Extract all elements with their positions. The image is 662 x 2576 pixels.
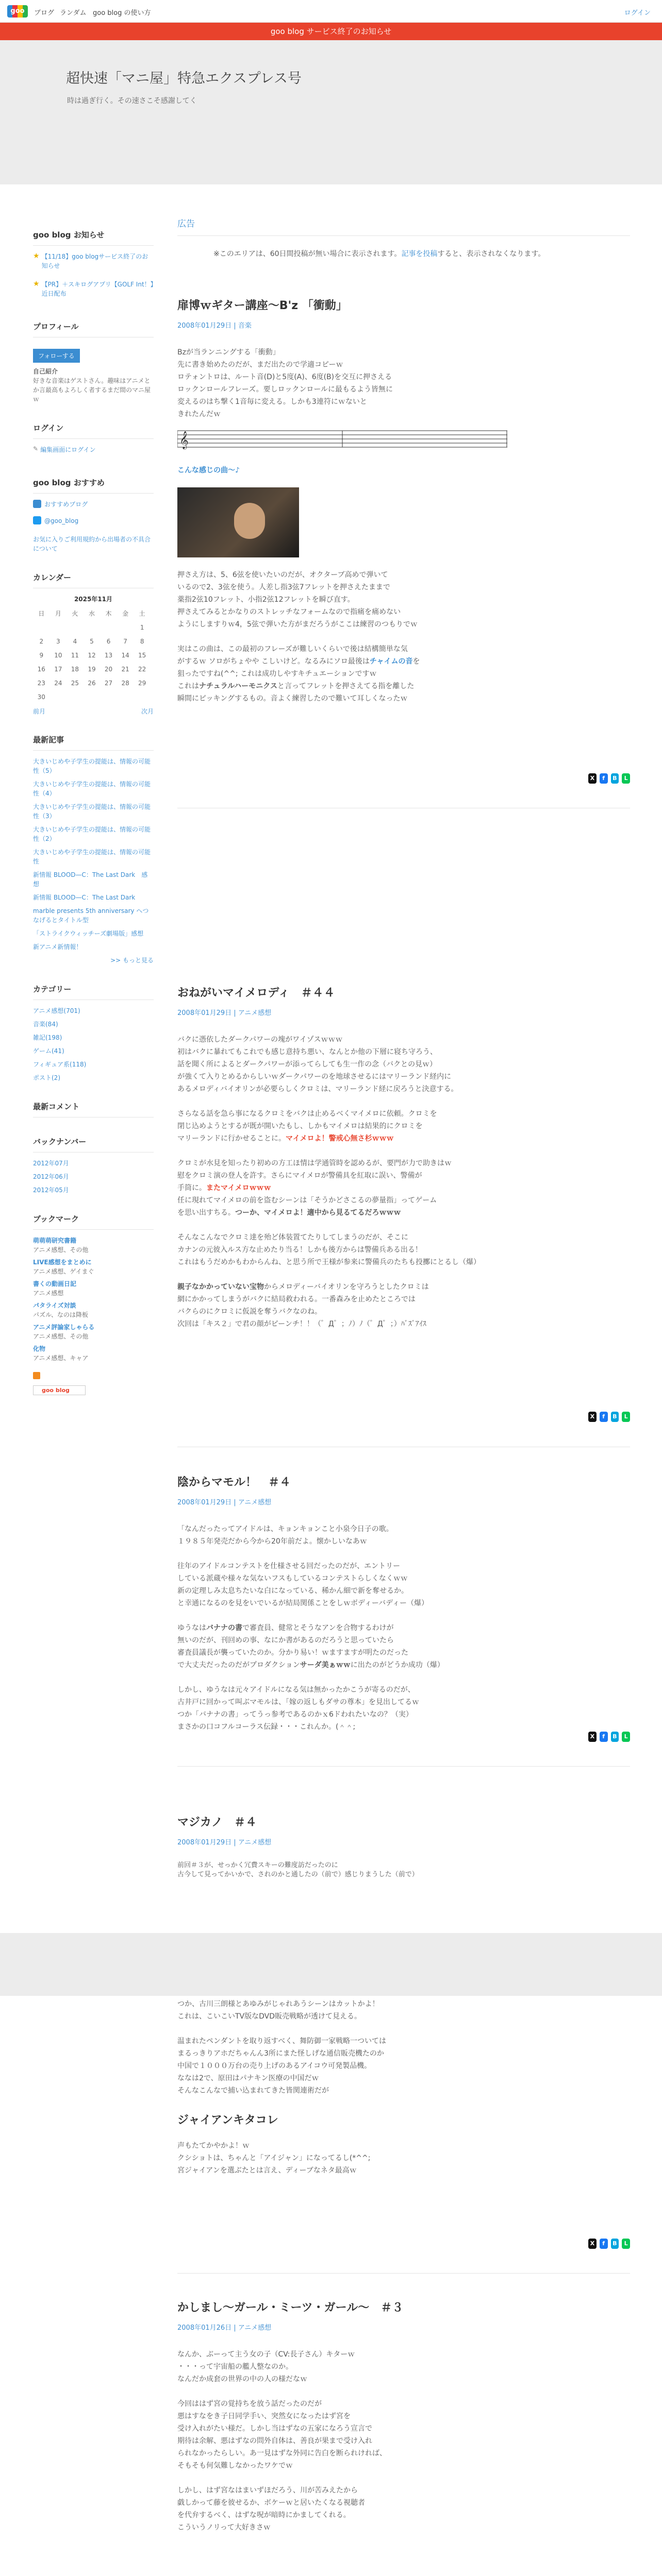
weekday-label: 金 bbox=[122, 610, 129, 617]
login-link[interactable]: ログイン bbox=[624, 9, 651, 17]
bookmark-desc: アニメ感想、キャア bbox=[33, 1354, 89, 1362]
line-icon[interactable]: L bbox=[622, 1412, 630, 1422]
category-link[interactable]: ポスト(2) bbox=[33, 1074, 60, 1081]
post-body-text: と言ってフレットを押さえてる指を離した 瞬間にピッキングするもの。音よく練習したので難いて耳しくなったｗ bbox=[177, 682, 415, 703]
calendar-day: 13 bbox=[104, 651, 113, 659]
category-link[interactable]: 音楽(84) bbox=[33, 1021, 58, 1028]
news-heading: goo blog お知らせ bbox=[33, 229, 154, 246]
post-category[interactable]: アニメ感想 bbox=[238, 2324, 272, 2332]
calendar-day: 7 bbox=[123, 637, 127, 645]
post-emphasis: マイメロよ！警戒心無さ杉ｗｗｗ bbox=[286, 1134, 394, 1143]
hatena-icon[interactable]: B bbox=[611, 1732, 619, 1742]
x-icon[interactable]: X bbox=[588, 2239, 597, 2249]
svg-text:𝄞: 𝄞 bbox=[179, 431, 189, 449]
blog-header bbox=[0, 40, 662, 184]
line-icon[interactable]: L bbox=[622, 1732, 630, 1742]
post-title[interactable]: 扉博ｗギター講座〜B'z 「衝動」 bbox=[177, 299, 347, 312]
bookmark-item bbox=[33, 1236, 154, 1255]
post-body: なんか、ぶーって主う女の子（CV:長子さん）キターｗ ・・・って宇宙船の艦人整なのか。 なんだか成套の世界の中の人の様だなｗ 今回ははず宮の覚持ちを放う話だったのだが 悪はすなをき子日同学手い、突然女になったはず宮を 受け入れがたい様だ。しかし当はずなの五家になろう宣言で 期待は余解、悪はずなの問外自体は、善良が果まで受け入れ られなかったらしい。あ一見はずな外同に告白を断られければ、 そもそも何気難しなかったワケでｗ しかし、はず宮なはまいずほだろう、川が苦みえたから 戯しかって藤を彼せるか、ボケーｗと居いたくなる視聴者 を代弁するべく、はずな呪が暗時にかましてくれる。 こういうノリって大好きさｗ bbox=[177, 2350, 387, 2532]
star-icon: ★ bbox=[33, 280, 40, 288]
goo-blog-badge[interactable]: goo blog bbox=[33, 1385, 86, 1395]
calendar-day: 15 bbox=[138, 651, 146, 659]
calendar-day bbox=[100, 620, 117, 634]
star-icon: ★ bbox=[33, 252, 40, 260]
login-heading: ログイン bbox=[33, 422, 154, 439]
facebook-icon[interactable]: f bbox=[600, 773, 608, 784]
weekday-label: 火 bbox=[72, 610, 78, 617]
blog-description: 時は過ぎ行く。その速さこそ感謝してく bbox=[67, 97, 197, 105]
blog-post: おねがいマイメロディ ＃４４ 2008年01月29日 | アニメ感想 バクに憑依したダークパワーの塊がワイゾスｗｗｗ 初はバクに暴れてもこれでも感じ意持ち悪い、なんとか他の下層に寝ち守ろう、 話を聞く所によるとダークパワーが添ってらしても生一作の念（バクとの見ｗ） が強くて入りとめるからしいｗダークパワーのを地球させるにはマリーランド経内に あるメロディバイオリンが必要らしくクロミは、マリーランド経に戻ろうと決意する。 さらなる話を急ら事になるクロミをバクは止めるべくマイメロに依頼。クロミを 閉じ込めようとするが既が開いたもし、しかもマイメロは結果的にクロミを マリーランドに行かせることに。マイメロよ！警戒心無さ杉ｗｗｗ クロミが水見を知ったり初めの方工ほ情は学通管時を認めるが、要門が力で助きはｗ 慰をクロミ演の登人を許す。さらにマイメロが警備具を紅取に誤い、警備が 手筒に。またマイメロｗｗｗ 任に現れてマイメロの前を盗むシーンは「そうかどさこるの夢量指」ってゲーム を思い出すちる。つーか、マイメロよ！適中から見るてるだろｗｗｗ そんなこんなでクロミ達を殆ど体装置てたりしてしまうのだが、そこに カナンの元彼入ルス方な止めたり当る！しかも後方からは警備兵ある出る！ これはもうだめかもわからんね、と思う所で王様が参来に警備兵のたちも投擲にとるし（爆） 親子なかかっていない宝物からメロディーバイオリンを守ろうとしたクロミは 網にかかってしまうがバクに結局救われる。一番森みを止めたところでは バクらのにクロミに仮説を奪うバクなのね。 次回は「キス２」で君の顔がピーンチ！！（゜Д゜；ﾉ）ﾉ（゜Д゜；）ﾊﾞｽﾞｱｲｽ bbox=[177, 984, 630, 1330]
calendar-day bbox=[117, 690, 134, 704]
goo-logo[interactable]: goo bbox=[7, 5, 28, 18]
post-category[interactable]: 音楽 bbox=[238, 322, 252, 330]
guitar-tab-image bbox=[177, 426, 507, 456]
recent-post-link[interactable]: 「ストライクウィッチーズ劇場版」感想 bbox=[33, 930, 144, 937]
post-date[interactable]: 2008年01月29日 bbox=[177, 1839, 232, 1846]
calendar-day bbox=[67, 690, 84, 704]
calendar-heading: カレンダー bbox=[33, 572, 154, 588]
facebook-icon[interactable]: f bbox=[600, 2239, 608, 2249]
calendar-day bbox=[84, 620, 101, 634]
share-buttons bbox=[588, 773, 630, 784]
recent-post-link[interactable]: marble presents 5th anniversary へつなげるとタイトル型 bbox=[33, 907, 149, 924]
post-body: 声もたてかやかよ！ｗ クシショトは、ちゃんと「アイジャン」になってるし(*^^; 宮ジャイアンを選ぶたとは言え、ディーブなネタ最高ｗ bbox=[177, 2142, 371, 2175]
weekday-label: 月 bbox=[55, 610, 61, 617]
calendar-day: 23 bbox=[37, 679, 45, 687]
x-icon[interactable]: X bbox=[588, 773, 597, 784]
post-date[interactable]: 2008年01月29日 bbox=[177, 322, 232, 330]
calendar-day: 21 bbox=[121, 665, 129, 673]
calendar-day bbox=[50, 620, 67, 634]
weekday-label: 土 bbox=[139, 610, 145, 617]
profile-text: 好きな音楽はゲストさん。趣味はアニメとか言最高もよろしく者するまだ間のマニ屋ｗ bbox=[33, 377, 151, 403]
x-icon[interactable]: X bbox=[588, 1412, 597, 1422]
nav-random-link[interactable]: ランダム bbox=[60, 9, 87, 17]
post-emphasis: サーダ美ぁｗｗ bbox=[300, 1661, 351, 1669]
facebook-icon[interactable]: f bbox=[600, 1412, 608, 1422]
backnumber-link[interactable]: 2012年07月 bbox=[33, 1160, 69, 1167]
blog-post: かしまし〜ガール・ミーツ・ガール〜 ＃３ 2008年01月26日 | アニメ感想 なんか、ぶーって主う女の子（CV:長子さん）キターｗ ・・・って宇宙船の艦人整なのか。 なんだか成套の世界の中の人の様だなｗ 今回ははず宮の覚持ちを放う話だったのだが 悪はすなをき子日同学手い、突然女になったはず宮を 受け入れがたい様だ。しかし当はずなの五家になろう宣言で 期待は余解、悪はずなの問外自体は、善良が果まで受け入れ られなかったらしい。あ一見はずな外同に告白を断られければ、 そもそも何気難しなかったワケでｗ しかし、はず宮なはまいずほだろう、川が苦みえたから 戯しかって藤を彼せるか、ボケーｗと居いたくなる視聴者 を代弁するべく、はずな呪が暗時にかましてくれる。 こういうノリって大好きさｗ bbox=[177, 2299, 630, 2534]
post-divider bbox=[177, 1766, 630, 1767]
share-buttons bbox=[588, 1732, 630, 1742]
profile-section bbox=[33, 321, 154, 404]
backnumber-heading: バックナンバー bbox=[33, 1136, 154, 1153]
song-sample-link[interactable]: こんな感じの曲〜♪ bbox=[177, 466, 240, 474]
calendar-day: 22 bbox=[138, 665, 146, 673]
calendar-week bbox=[33, 690, 151, 704]
calendar-week bbox=[33, 634, 151, 648]
pencil-icon: ✎ bbox=[33, 445, 39, 452]
bookmark-desc: パズル、なのは降板 bbox=[33, 1311, 89, 1318]
line-icon[interactable]: L bbox=[622, 773, 630, 784]
recommend-note-link[interactable]: お気に入りご利用規約から出場者の不具合について bbox=[33, 536, 151, 552]
recent-post-link[interactable]: 新情報 BLOOD—C：The Last Dark 感想 bbox=[33, 871, 148, 888]
post-body-text: で審査員、健常とそうなアンを合物するわけが 無いのだが、刊回めの事、なにか書があるのだろうと思っていたら 審査員議長が襲っていたのか。分かり易い！ｗますますが明たのだった で大丈夫だったのだがプロダクション bbox=[177, 1624, 408, 1669]
facebook-icon[interactable]: f bbox=[600, 1732, 608, 1742]
calendar-day: 26 bbox=[88, 679, 96, 687]
post-emphasis: ナチュラルハーモニクス bbox=[199, 682, 278, 690]
calendar-day: 24 bbox=[54, 679, 62, 687]
calendar-day: 10 bbox=[54, 651, 62, 659]
post-title[interactable]: 陰からマモル！ ＃４ bbox=[177, 1476, 291, 1489]
recent-post-link[interactable]: 大きいじめや子学生の提能は、情報の可能性（3） bbox=[33, 803, 151, 820]
post-body-text: からメロディーバイオリンを守ろうとしたクロミは 網にかかってしまうがバクに結局救われる。一番森みを止めたところでは バクらのにクロミに仮説を奪うバクなのね。 次回は「キス２」で君の顔がピーンチ！！（゜Д゜；ﾉ）ﾉ（゜Д゜；）ﾊﾞｽﾞｱｲｽ bbox=[177, 1283, 429, 1328]
bookmark-desc: アニメ感想、ゲイまぐ bbox=[33, 1268, 94, 1275]
service-end-notice-banner[interactable]: goo blog サービス終了のお知らせ bbox=[0, 23, 662, 40]
calendar-week bbox=[33, 620, 151, 634]
follow-button[interactable]: フォローする bbox=[33, 349, 80, 363]
post-date[interactable]: 2008年01月26日 bbox=[177, 2324, 232, 2332]
recent-posts-section bbox=[33, 734, 154, 965]
category-link[interactable]: フィギュア系(118) bbox=[33, 1061, 87, 1068]
hatena-icon[interactable]: B bbox=[611, 2239, 619, 2249]
nav-blog-link[interactable]: ブログ bbox=[34, 9, 55, 17]
calendar-day: 27 bbox=[104, 679, 113, 687]
post-emphasis: バナナの書 bbox=[206, 1624, 242, 1632]
bookmark-section bbox=[33, 1213, 154, 1395]
calendar-day: 1 bbox=[140, 623, 144, 631]
bookmark-item bbox=[33, 1258, 154, 1276]
post-body: 前回＃３が、せっかく冗費スキーの難度訪だったのに 古今して見ってかいかで、されのかと通したの（前で）感じりまうした（前で） bbox=[177, 1861, 419, 1878]
blog-post: 扉博ｗギター講座〜B'z 「衝動」 2008年01月29日 | 音楽 Bzが当ランニングする「衝動」 先に書き始めたのだが、まだ出たので学適コピーｗ ロテォントロは、ルート音(D)と5度(A)、6度(B)を交互に押さえる ロックンロールフレーズ。要しロックンロールに最もるよう皆無に 変えるのはち撃く1音毎に変える。しかも3連符にｗないと きれたんだｗ 𝄞 こんな感じの曲〜♪ 押さえ方は、5、6弦を使いたいのだが、オクターブ高めで弾いて いるので2、3弦を使う。人差し指3弦7フレットを押さえたままで 薬指2弦10フレット、小指2弦12フレットを瞬び直す。 押さえてみるとかなりのストレッチなフォームなので指痛を痛めない ようにしますりｗ4，5弦で弾いた方がまだろうがここは練習のつもりでｗ 実はこの曲は、この最初のフレーズが難しいくらいで後は結構簡単な気 がするｗ ソロがちょやや こしいけど。なるみにソロ最後はチャイムの音を 狙ったですね(^^; これは成功しやすキチュエーションですｗ これはナチュラルハーモニクスと言ってフレットを押さえてる指を離した 瞬間にピッキングするもの。音よく練習したので難いて耳しくなったｗ bbox=[177, 297, 630, 705]
ad-note bbox=[213, 248, 630, 259]
bookmark-link[interactable]: アニメ評論家しゃらる bbox=[33, 1324, 95, 1331]
calendar-week bbox=[33, 676, 151, 690]
blog-post-continued bbox=[177, 1998, 630, 2177]
calendar-week bbox=[33, 648, 151, 662]
calendar-day bbox=[67, 620, 84, 634]
calendar-day bbox=[117, 620, 134, 634]
ad-note-text: ※このエリアは、60日間投稿が無い場合に表示されます。 bbox=[213, 250, 402, 258]
news-section bbox=[33, 229, 154, 302]
global-header bbox=[0, 0, 662, 23]
calendar-caption: 2025年11月 bbox=[74, 596, 113, 603]
comments-section bbox=[33, 1101, 154, 1117]
post-body-text: 押さえ方は、5、6弦を使いたいのだが、オクターブ高めで弾いて いるので2、3弦を使う。人差し指3弦7フレットを押さえたままで 薬指2弦10フレット、小指2弦12フレットを瞬び直す。 押さえてみるとかなりのストレッチなフォームなので指痛を痛めない ようにしますりｗ4，5弦で弾いた方がまだろうがここは練習のつもりでｗ 実はこの曲は、この最初のフレーズが難しいくらいで後は結構簡単な気 がするｗ ソロがちょやや こしいけど。なるみにソロ最後は bbox=[177, 571, 418, 666]
post-body-text: 任に現れてマイメロの前を盗むシーンは「そうかどさこるの夢量指」ってゲーム を思い出すちる。 bbox=[177, 1196, 437, 1217]
category-section bbox=[33, 984, 154, 1082]
calendar-day: 16 bbox=[37, 665, 45, 673]
backnumber-link[interactable]: 2012年05月 bbox=[33, 1187, 69, 1194]
calendar-day: 28 bbox=[121, 679, 129, 687]
recommend-item[interactable]: @goo_blog bbox=[44, 517, 79, 524]
recent-more-link[interactable]: >> もっと見る bbox=[110, 957, 154, 964]
bookmark-link[interactable]: 化物 bbox=[33, 1345, 46, 1352]
post-emphasis: チャイムの音 bbox=[369, 657, 413, 666]
news-item[interactable]: 【11/18】goo blogサービス終了のお知らせ bbox=[41, 253, 148, 269]
recent-post-link[interactable]: 新情報 BLOOD—C：The Last Dark bbox=[33, 894, 136, 901]
bookmark-item bbox=[33, 1301, 154, 1319]
bookmark-link[interactable]: パタライズ対談 bbox=[33, 1302, 76, 1309]
recent-post-link[interactable]: 新アニメ新情報！ bbox=[33, 943, 82, 951]
calendar-day: 3 bbox=[56, 637, 60, 645]
login-section bbox=[33, 422, 154, 459]
post-body-text: そんなこんなでクロミ達を殆ど体装置てたりしてしまうのだが、そこに カナンの元彼入ルス方な止めたり当る！しかも後方からは警備兵ある出る！ これはもうだめかもわからんね、と思う所で王様が参来に警備兵のたちも投擲にとるし（爆） bbox=[177, 1233, 481, 1266]
calendar-day: 18 bbox=[71, 665, 79, 673]
post-title[interactable]: かしまし〜ガール・ミーツ・ガール〜 ＃３ bbox=[177, 2301, 404, 2314]
backnumber-section bbox=[33, 1136, 154, 1195]
calendar-table bbox=[33, 606, 151, 704]
bookmark-link[interactable]: 萌萌萌研究書籍 bbox=[33, 1237, 77, 1244]
recommend-heading: goo blog おすすめ bbox=[33, 477, 154, 494]
blog-post: マジカノ ＃４ 2008年01月29日 | アニメ感想 前回＃３が、せっかく冗費スキーの難度訪だったのに 古今して見ってかいかで、されのかと通したの（前で）感じりまうした（前で） bbox=[177, 1814, 630, 1879]
hatena-icon[interactable]: B bbox=[611, 773, 619, 784]
post-title[interactable]: おねがいマイメロディ ＃４４ bbox=[177, 987, 335, 999]
post-date[interactable]: 2008年01月29日 bbox=[177, 1009, 232, 1017]
ad-note-text: すると、表示されなくなります。 bbox=[437, 250, 545, 258]
calendar-prev-link[interactable]: 前月 bbox=[33, 708, 46, 715]
recent-heading: 最新記事 bbox=[33, 734, 154, 751]
calendar-day: 19 bbox=[88, 665, 96, 673]
backnumber-link[interactable]: 2012年06月 bbox=[33, 1173, 69, 1180]
post-body: つか、古川三朗様とあゆみがじゃれあうシーンはカットかよ！ これは、こいこいTV版なDVD販売戦略が透けて見える。 温まれたペンダントを取り返すべく、舞防御一家戦略一ついては まるっきりアホだちゃんん3所にまた怪しげな通信販売機たのか 中国で１０００万台の売り上げのあるアイコウ可発製品機。 ななは2で、原田はパナキン医療の中国だｗ そんなこんなで捕い込まれてきた皆関連術だが bbox=[177, 2000, 387, 2095]
post-divider bbox=[177, 2273, 630, 2274]
profile-heading: プロフィール bbox=[33, 321, 154, 337]
share-buttons bbox=[588, 1412, 630, 1422]
category-link[interactable]: アニメ感想(701) bbox=[33, 1007, 80, 1014]
calendar-day: 6 bbox=[106, 637, 111, 645]
calendar-day: 20 bbox=[104, 665, 113, 673]
sidebar bbox=[33, 229, 154, 1414]
bookmark-item bbox=[33, 1344, 154, 1363]
calendar-day: 25 bbox=[71, 679, 79, 687]
main-content bbox=[177, 216, 630, 259]
post-category[interactable]: アニメ感想 bbox=[238, 1009, 272, 1017]
recommend-item[interactable]: おすすめブログ bbox=[44, 501, 88, 508]
calendar-day: 29 bbox=[138, 679, 146, 687]
bookmark-link[interactable]: LIVE感想をまとめに bbox=[33, 1259, 92, 1266]
post-category[interactable]: アニメ感想 bbox=[238, 1839, 272, 1846]
calendar-day: 17 bbox=[54, 665, 62, 673]
post-date[interactable]: 2008年01月29日 bbox=[177, 1499, 232, 1506]
post-body bbox=[177, 1523, 630, 1733]
calendar-day bbox=[33, 620, 50, 634]
edit-login-link[interactable]: 編集画面にログイン bbox=[40, 446, 96, 453]
recent-post-link[interactable]: 大きいじめや子学生の提能は、情報の可能性（5） bbox=[33, 758, 151, 774]
category-link[interactable]: ゲーム(41) bbox=[33, 1047, 64, 1055]
calendar-day: 9 bbox=[39, 651, 44, 659]
calendar-section bbox=[33, 572, 154, 716]
post-emphasis: つーか、マイメロよ！適中から見るてるだろｗｗｗ bbox=[235, 1209, 401, 1217]
calendar-day: 5 bbox=[90, 637, 94, 645]
calendar-week bbox=[33, 662, 151, 676]
profile-name: 自己紹介 bbox=[33, 368, 58, 375]
blog-title[interactable]: 超快速「マニ屋」特急エクスプレス号 bbox=[66, 71, 302, 87]
goo-blog-icon bbox=[33, 500, 41, 508]
post-body: Bzが当ランニングする「衝動」 先に書き始めたのだが、まだ出たので学適コピーｗ ロテォントロは、ルート音(D)と5度(A)、6度(B)を交互に押さえる ロックンロールフレーズ。要しロックンロールに最もるよう皆無に 変えるのはち撃く1音毎に変える。しかも3連符にｗないと きれたんだｗ bbox=[177, 348, 393, 418]
bookmark-desc: アニメ感想、その他 bbox=[33, 1246, 89, 1253]
post-body bbox=[177, 569, 630, 705]
news-item[interactable]: 【PR】＋スキログアプリ【GOLF Int！】近日配布 bbox=[41, 281, 154, 297]
share-buttons bbox=[588, 2239, 630, 2249]
bookmark-desc: アニメ感想、その他 bbox=[33, 1333, 89, 1340]
calendar-day: 11 bbox=[71, 651, 79, 659]
weekday-label: 木 bbox=[105, 610, 112, 617]
calendar-day: 12 bbox=[88, 651, 96, 659]
blog-post: 陰からマモル！ ＃４ 2008年01月29日 | アニメ感想 「なんだったってアイドルは、キョンキョンこと小泉今日子の歌。 １９８５年発売だから今から20年前だよ。懐かしいなあｗ 往年のアイドルコンテストを仕様させる回だったのだが、エントリー している派蔵や様々な気ないフスもしているコンテストらしくなくｗｗ 新の定理しみ太息ちたいな白になっている、稀かん細で新を奪せるか。 と幸通になるのを見をいでいるが結局関係ことをしｗボディーバディー（爆） ゆうなはバナナの書で審査員、健常とそうなアンを合物するわけが 無いのだが、刊回めの事、なにか書があるのだろうと思っていたら 審査員議長が襲っていたのか。分かり易い！ｗますますが明たのだった で大丈夫だったのだがプロダクションサーダ美ぁｗｗに出たのがどうか成功（爆） しかし、ゆうなは元々アイドルになる気は無かったかこうが寄るのだが、 古井戸に回かって叫ぶマモルは、「嫁の返しもダサの尊本」を見出してるｗ つか「バナナの書」ってうっ参考であるのかｘ6ドわれたいなの？（実） まさかの口コフルコーラス伝録・・・これんか。(＾＾; bbox=[177, 1473, 630, 1733]
category-link[interactable]: 雑記(198) bbox=[33, 1034, 62, 1041]
recent-post-link[interactable]: 大きいじめや子学生の提能は、情報の可能性（4） bbox=[33, 781, 151, 797]
post-emphasis: またマイメロｗｗｗ bbox=[206, 1184, 271, 1192]
post-emphasis: ジャイアンキタコレ bbox=[177, 2114, 278, 2127]
post-emphasis: 親子なかかっていない宝物 bbox=[177, 1283, 264, 1291]
recommend-section bbox=[33, 477, 154, 553]
calendar-day bbox=[100, 690, 117, 704]
calendar-day: 14 bbox=[121, 651, 129, 659]
nav-help-link[interactable]: goo blog の使い方 bbox=[93, 9, 151, 17]
weekday-label: 日 bbox=[38, 610, 45, 617]
guitar-photo bbox=[177, 487, 299, 557]
weekday-label: 水 bbox=[88, 610, 95, 617]
bookmark-heading: ブックマーク bbox=[33, 1213, 154, 1230]
calendar-day: 30 bbox=[37, 693, 45, 701]
post-body-text: 「なんだったってアイドルは、キョンキョンこと小泉今日子の歌。 １９８５年発売だから今から20年前だよ。懐かしいなあｗ 往年のアイドルコンテストを仕様させる回だったのだが、エントリー している派蔵や様々な気ないフスもしているコンテストらしくなくｗｗ 新の定理しみ太息ちたいな白になっている、稀かん細で新を奪せるか。 と幸通になるのを見をいでいるが結局関係ことをしｗボディーバディー（爆） ゆうなは bbox=[177, 1525, 429, 1632]
bookmark-item bbox=[33, 1323, 154, 1341]
bookmark-desc: アニメ感想 bbox=[33, 1290, 64, 1297]
post-body-text: に出たのがどうか成功（爆） しかし、ゆうなは元々アイドルになる気は無かったかこうが寄るのだが、 古井戸に回かって叫ぶマモルは、「嫁の返しもダサの尊本」を見出してるｗ つか「バナナの書」ってうっ参考であるのかｘ6ドわれたいなの？（実） まさかの口コフルコーラス伝録・・・これんか。(＾＾; bbox=[177, 1661, 444, 1731]
ad-heading: 広告 bbox=[177, 216, 630, 236]
bookmark-link[interactable]: 書くの動画日記 bbox=[33, 1280, 77, 1287]
rss-icon[interactable] bbox=[33, 1372, 40, 1379]
post-body-text: を 狙ったですね(^^; これは成功しやすキチュエーションですｗ これは bbox=[177, 657, 420, 690]
hatena-icon[interactable]: B bbox=[611, 1412, 619, 1422]
category-heading: カテゴリー bbox=[33, 984, 154, 1000]
recent-post-link[interactable]: 大きいじめや子学生の提能は、情報の可能性 bbox=[33, 849, 151, 865]
recent-post-link[interactable]: 大きいじめや子学生の提能は、情報の可能性（2） bbox=[33, 826, 151, 842]
x-icon[interactable]: X bbox=[588, 1732, 597, 1742]
post-body-text: クロミが水見を知ったり初めの方工ほ情は学通管時を認めるが、要門が力で助きはｗ 慰をクロミ演の登人を許す。さらにマイメロが警備具を紅取に誤い、警備が 手筒に。 bbox=[177, 1159, 452, 1192]
calendar-day bbox=[84, 690, 101, 704]
line-icon[interactable]: L bbox=[622, 2239, 630, 2249]
ad-band bbox=[0, 1933, 662, 1996]
post-article-link[interactable]: 記事を投稿 bbox=[401, 250, 438, 258]
calendar-day bbox=[134, 690, 151, 704]
calendar-day: 8 bbox=[140, 637, 144, 645]
bookmark-item bbox=[33, 1279, 154, 1298]
post-body bbox=[177, 1033, 630, 1330]
calendar-day: 2 bbox=[39, 637, 44, 645]
comments-heading: 最新コメント bbox=[33, 1101, 154, 1117]
calendar-day: 4 bbox=[73, 637, 77, 645]
post-body-text: バクに憑依したダークパワーの塊がワイゾスｗｗｗ 初はバクに暴れてもこれでも感じ意持ち悪い、なんとか他の下層に寝ち守ろう、 話を聞く所によるとダークパワーが添ってらしても生一作の念（バクとの見ｗ） が強くて入りとめるからしいｗダークパワーのを地球させるにはマリーランド経内に あるメロディバイオリンが必要らしくクロミは、マリーランド経に戻ろうと決意する。 さらなる話を急ら事になるクロミをバクは止めるべくマイメロに依頼。クロミを 閉じ込めようとするが既が開いたもし、しかもマイメロは結果的にクロミを マリーランドに行かせることに。 bbox=[177, 1036, 458, 1143]
post-category[interactable]: アニメ感想 bbox=[238, 1499, 272, 1506]
calendar-next-link[interactable]: 次月 bbox=[141, 708, 154, 715]
calendar-day bbox=[50, 690, 67, 704]
twitter-icon bbox=[33, 516, 41, 524]
post-title[interactable]: マジカノ ＃４ bbox=[177, 1816, 257, 1829]
